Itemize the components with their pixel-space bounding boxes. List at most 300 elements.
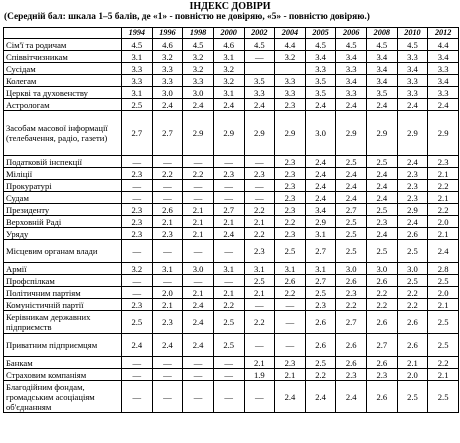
value-cell: — <box>183 240 214 263</box>
value-cell: 2.9 <box>397 111 428 156</box>
row-label: Армії <box>4 263 122 275</box>
value-cell: 4.5 <box>397 39 428 51</box>
year-header-2005: 2005 <box>305 28 336 39</box>
row-label: Прокуратурі <box>4 180 122 192</box>
value-cell: 2.6 <box>336 357 367 369</box>
value-cell: — <box>213 156 244 168</box>
value-cell: 2.4 <box>336 99 367 111</box>
value-cell: 2.2 <box>244 228 275 240</box>
value-cell: 2.5 <box>428 334 459 357</box>
value-cell: 2.4 <box>305 156 336 168</box>
value-cell: 2.4 <box>305 192 336 204</box>
value-cell: — <box>244 334 275 357</box>
value-cell: 3.3 <box>122 75 153 87</box>
value-cell: 2.6 <box>305 334 336 357</box>
value-cell: 2.9 <box>367 111 398 156</box>
value-cell: — <box>152 180 183 192</box>
value-cell: 2.1 <box>183 216 214 228</box>
value-cell: 2.3 <box>275 156 306 168</box>
value-cell: 2.5 <box>336 240 367 263</box>
value-cell: 2.9 <box>244 111 275 156</box>
value-cell: 2.3 <box>244 168 275 180</box>
value-cell: 2.4 <box>428 99 459 111</box>
value-cell: 2.5 <box>305 357 336 369</box>
value-cell: — <box>152 156 183 168</box>
value-cell: — <box>244 180 275 192</box>
value-cell: 2.5 <box>397 381 428 413</box>
row-label: Колегам <box>4 75 122 87</box>
value-cell: 3.3 <box>244 87 275 99</box>
value-cell: 3.1 <box>213 51 244 63</box>
year-header-1996: 1996 <box>152 28 183 39</box>
year-header-2002: 2002 <box>244 28 275 39</box>
value-cell: 2.4 <box>336 180 367 192</box>
value-cell: 2.1 <box>183 204 214 216</box>
value-cell: 2.4 <box>244 99 275 111</box>
value-cell: 2.7 <box>336 204 367 216</box>
value-cell: 2.4 <box>213 99 244 111</box>
value-cell: 3.0 <box>183 87 214 99</box>
value-cell: 2.1 <box>183 228 214 240</box>
value-cell: — <box>122 381 153 413</box>
header-label-cell <box>4 28 122 39</box>
value-cell: 2.9 <box>213 111 244 156</box>
value-cell: 2.3 <box>122 299 153 311</box>
table-row <box>4 87 459 99</box>
year-header-2000: 2000 <box>213 28 244 39</box>
value-cell: — <box>213 275 244 287</box>
value-cell: 2.3 <box>122 204 153 216</box>
value-cell: 2.4 <box>367 192 398 204</box>
row-label: Банкам <box>4 357 122 369</box>
value-cell: — <box>122 275 153 287</box>
value-cell: 2.2 <box>367 299 398 311</box>
value-cell: 2.2 <box>428 357 459 369</box>
value-cell: 2.7 <box>305 240 336 263</box>
row-label: Міліції <box>4 168 122 180</box>
value-cell: — <box>244 156 275 168</box>
value-cell: 2.7 <box>305 275 336 287</box>
value-cell: 2.2 <box>275 216 306 228</box>
row-label: Комуністичній партії <box>4 299 122 311</box>
value-cell: 2.2 <box>275 287 306 299</box>
table-row <box>4 240 459 263</box>
value-cell: 2.4 <box>305 381 336 413</box>
value-cell: 3.2 <box>213 63 244 75</box>
value-cell: 2.5 <box>397 240 428 263</box>
value-cell: — <box>183 369 214 381</box>
value-cell: 2.1 <box>213 216 244 228</box>
value-cell: — <box>122 240 153 263</box>
table-row <box>4 204 459 216</box>
value-cell: 2.4 <box>367 99 398 111</box>
row-label: Верховній Раді <box>4 216 122 228</box>
value-cell: 2.7 <box>213 204 244 216</box>
value-cell: 2.3 <box>275 357 306 369</box>
value-cell: — <box>122 180 153 192</box>
value-cell: — <box>213 381 244 413</box>
value-cell: 3.3 <box>336 87 367 99</box>
value-cell: 3.3 <box>152 75 183 87</box>
value-cell: 2.9 <box>183 111 214 156</box>
value-cell: — <box>275 334 306 357</box>
table-row <box>4 39 459 51</box>
row-label: Страховим компаніям <box>4 369 122 381</box>
table-body <box>4 39 459 413</box>
value-cell: 2.5 <box>367 240 398 263</box>
value-cell: 2.9 <box>305 216 336 228</box>
value-cell: 2.1 <box>244 287 275 299</box>
value-cell: 2.1 <box>275 369 306 381</box>
table-row <box>4 156 459 168</box>
value-cell: 2.6 <box>367 311 398 334</box>
value-cell: 3.0 <box>152 87 183 99</box>
year-header-1994: 1994 <box>122 28 153 39</box>
value-cell: 3.3 <box>183 75 214 87</box>
value-cell: 2.1 <box>428 299 459 311</box>
value-cell: — <box>152 192 183 204</box>
value-cell: 2.4 <box>367 228 398 240</box>
value-cell: 3.1 <box>213 263 244 275</box>
value-cell: 2.4 <box>367 168 398 180</box>
value-cell: — <box>122 192 153 204</box>
value-cell: 2.3 <box>275 192 306 204</box>
value-cell: 2.7 <box>336 311 367 334</box>
table-row <box>4 216 459 228</box>
row-label: Податковій інспекції <box>4 156 122 168</box>
value-cell: — <box>244 51 275 63</box>
value-cell: 2.8 <box>428 263 459 275</box>
value-cell: 4.5 <box>122 39 153 51</box>
value-cell: 2.4 <box>183 299 214 311</box>
value-cell: 2.4 <box>183 99 214 111</box>
table-row <box>4 180 459 192</box>
value-cell: 3.3 <box>305 63 336 75</box>
value-cell: — <box>122 357 153 369</box>
value-cell: 3.0 <box>397 263 428 275</box>
value-cell: 2.1 <box>428 228 459 240</box>
value-cell: 3.3 <box>275 75 306 87</box>
value-cell: 2.2 <box>244 311 275 334</box>
value-cell: 2.3 <box>336 287 367 299</box>
table-row <box>4 381 459 413</box>
row-label: Судам <box>4 192 122 204</box>
value-cell: 2.4 <box>336 381 367 413</box>
value-cell: 2.3 <box>152 311 183 334</box>
value-cell: 3.2 <box>275 51 306 63</box>
value-cell: 1.9 <box>244 369 275 381</box>
row-label: Політичним партіям <box>4 287 122 299</box>
value-cell: 2.3 <box>367 369 398 381</box>
value-cell: 2.6 <box>152 204 183 216</box>
value-cell: 2.1 <box>244 357 275 369</box>
value-cell: 2.1 <box>428 369 459 381</box>
value-cell: 3.3 <box>122 63 153 75</box>
value-cell: 3.3 <box>428 87 459 99</box>
value-cell: 2.5 <box>275 240 306 263</box>
value-cell: 2.1 <box>397 357 428 369</box>
value-cell: 4.6 <box>213 39 244 51</box>
value-cell: 2.4 <box>336 168 367 180</box>
value-cell: — <box>152 381 183 413</box>
value-cell: 2.3 <box>122 216 153 228</box>
value-cell: 4.4 <box>275 39 306 51</box>
value-cell: 2.5 <box>213 334 244 357</box>
value-cell: 3.4 <box>397 63 428 75</box>
value-cell <box>275 63 306 75</box>
value-cell: 2.3 <box>367 216 398 228</box>
value-cell: 2.7 <box>152 111 183 156</box>
value-cell: 2.4 <box>397 216 428 228</box>
value-cell: 2.3 <box>122 168 153 180</box>
value-cell: 2.3 <box>305 299 336 311</box>
value-cell: 2.3 <box>428 156 459 168</box>
value-cell: 2.2 <box>305 369 336 381</box>
value-cell: 3.1 <box>213 87 244 99</box>
value-cell: 2.6 <box>336 275 367 287</box>
table-title: ІНДЕКС ДОВІРИ <box>189 1 271 12</box>
value-cell: 3.4 <box>428 51 459 63</box>
value-cell: 3.4 <box>305 51 336 63</box>
value-cell: 3.4 <box>305 204 336 216</box>
value-cell: 2.6 <box>367 357 398 369</box>
value-cell: 3.1 <box>152 263 183 275</box>
value-cell: 2.5 <box>367 156 398 168</box>
value-cell: 2.2 <box>397 299 428 311</box>
table-row <box>4 263 459 275</box>
value-cell: — <box>122 369 153 381</box>
value-cell: 3.4 <box>336 51 367 63</box>
value-cell: 3.4 <box>428 75 459 87</box>
value-cell: 2.4 <box>367 180 398 192</box>
value-cell: 2.6 <box>305 311 336 334</box>
value-cell: 2.4 <box>305 99 336 111</box>
value-cell: 2.7 <box>367 334 398 357</box>
value-cell: 2.6 <box>397 311 428 334</box>
value-cell: 3.2 <box>152 51 183 63</box>
value-cell: 3.1 <box>305 228 336 240</box>
value-cell: 3.3 <box>336 63 367 75</box>
value-cell: 2.2 <box>152 168 183 180</box>
value-cell: — <box>183 192 214 204</box>
value-cell: 2.6 <box>367 275 398 287</box>
value-cell: 2.2 <box>428 180 459 192</box>
table-row <box>4 369 459 381</box>
value-cell: — <box>213 240 244 263</box>
table-row <box>4 63 459 75</box>
row-label: Сусідам <box>4 63 122 75</box>
value-cell: 3.1 <box>244 263 275 275</box>
value-cell: 2.5 <box>122 311 153 334</box>
value-cell: 2.5 <box>305 287 336 299</box>
value-cell: 2.3 <box>275 168 306 180</box>
value-cell: — <box>183 156 214 168</box>
year-header-2012: 2012 <box>428 28 459 39</box>
row-label: Сім'ї та родичам <box>4 39 122 51</box>
value-cell: 2.6 <box>367 381 398 413</box>
value-cell: 2.6 <box>275 275 306 287</box>
value-cell: 2.4 <box>122 334 153 357</box>
value-cell: 2.0 <box>397 369 428 381</box>
value-cell: 2.0 <box>428 287 459 299</box>
value-cell: — <box>183 357 214 369</box>
row-label: Приватним підприємцям <box>4 334 122 357</box>
value-cell: — <box>152 275 183 287</box>
row-label: Церкві та духовенству <box>4 87 122 99</box>
value-cell: 4.5 <box>305 39 336 51</box>
value-cell: 3.3 <box>397 87 428 99</box>
value-cell: — <box>244 192 275 204</box>
value-cell: 2.6 <box>397 228 428 240</box>
value-cell: 2.3 <box>397 168 428 180</box>
value-cell: 2.4 <box>152 334 183 357</box>
value-cell: 2.4 <box>152 99 183 111</box>
value-cell: 2.9 <box>428 111 459 156</box>
row-label: Засобам масової інформації (телебачення, радіо, газети) <box>4 111 122 156</box>
value-cell: 2.4 <box>183 334 214 357</box>
value-cell: 2.5 <box>336 156 367 168</box>
value-cell: — <box>152 357 183 369</box>
table-row <box>4 275 459 287</box>
year-header-2006: 2006 <box>336 28 367 39</box>
value-cell: — <box>275 299 306 311</box>
value-cell <box>244 63 275 75</box>
year-header-2004: 2004 <box>275 28 306 39</box>
value-cell: 2.2 <box>367 287 398 299</box>
value-cell: 2.1 <box>152 216 183 228</box>
value-cell: 2.5 <box>122 99 153 111</box>
value-cell: 4.5 <box>367 39 398 51</box>
value-cell: 3.0 <box>336 263 367 275</box>
value-cell: 2.3 <box>122 228 153 240</box>
row-label: Співвітчизникам <box>4 51 122 63</box>
row-label: Профспілкам <box>4 275 122 287</box>
value-cell: 2.1 <box>183 287 214 299</box>
value-cell: 3.2 <box>122 263 153 275</box>
value-cell: — <box>213 192 244 204</box>
value-cell: 2.1 <box>244 216 275 228</box>
value-cell: 2.4 <box>397 99 428 111</box>
year-header-2008: 2008 <box>367 28 398 39</box>
value-cell: 2.4 <box>428 240 459 263</box>
table-row <box>4 168 459 180</box>
value-cell: 2.4 <box>336 192 367 204</box>
table-row <box>4 357 459 369</box>
value-cell: 2.3 <box>275 204 306 216</box>
value-cell: 3.5 <box>305 87 336 99</box>
value-cell: 3.5 <box>305 75 336 87</box>
year-header-1998: 1998 <box>183 28 214 39</box>
value-cell: 2.4 <box>213 228 244 240</box>
row-label: Уряду <box>4 228 122 240</box>
value-cell: 2.2 <box>336 299 367 311</box>
value-cell: 4.4 <box>428 39 459 51</box>
value-cell: 2.2 <box>183 168 214 180</box>
value-cell: — <box>152 240 183 263</box>
value-cell: 2.5 <box>336 216 367 228</box>
value-cell: — <box>183 381 214 413</box>
table-row <box>4 311 459 334</box>
value-cell: 3.5 <box>244 75 275 87</box>
value-cell: 3.3 <box>397 51 428 63</box>
value-cell: 3.2 <box>213 75 244 87</box>
value-cell: 2.1 <box>152 299 183 311</box>
table-subtitle: (Середній бал: шкала 1–5 балів, де «1» - повністю не довіряю, «5» - повністю довіряю.) <box>4 12 370 22</box>
value-cell: 2.3 <box>275 99 306 111</box>
value-cell: 2.0 <box>428 216 459 228</box>
value-cell: 2.4 <box>275 381 306 413</box>
value-cell: 2.2 <box>397 287 428 299</box>
table-row <box>4 299 459 311</box>
value-cell: 2.3 <box>213 168 244 180</box>
value-cell: 4.5 <box>183 39 214 51</box>
table-row <box>4 51 459 63</box>
year-header-2010: 2010 <box>397 28 428 39</box>
value-cell: 2.5 <box>428 311 459 334</box>
value-cell: 2.3 <box>152 228 183 240</box>
value-cell: 2.3 <box>275 228 306 240</box>
value-cell: 2.0 <box>152 287 183 299</box>
table-row <box>4 75 459 87</box>
value-cell: 3.1 <box>275 263 306 275</box>
value-cell: 2.5 <box>397 275 428 287</box>
value-cell: 2.2 <box>213 299 244 311</box>
value-cell: — <box>122 156 153 168</box>
value-cell: 2.9 <box>275 111 306 156</box>
value-cell: 2.4 <box>397 156 428 168</box>
table-row <box>4 111 459 156</box>
trust-index-table <box>3 27 459 413</box>
value-cell: — <box>244 381 275 413</box>
value-cell: 2.4 <box>305 168 336 180</box>
value-cell: 2.6 <box>336 334 367 357</box>
value-cell: 2.5 <box>336 228 367 240</box>
value-cell: — <box>213 357 244 369</box>
value-cell: — <box>275 311 306 334</box>
value-cell: 3.4 <box>367 75 398 87</box>
row-label: Керівникам державних підприємств <box>4 311 122 334</box>
value-cell: 2.5 <box>428 275 459 287</box>
value-cell: 2.9 <box>336 111 367 156</box>
value-cell: 2.3 <box>275 180 306 192</box>
value-cell: 2.3 <box>336 369 367 381</box>
table-row <box>4 228 459 240</box>
value-cell: 3.3 <box>152 63 183 75</box>
value-cell: 2.1 <box>213 287 244 299</box>
value-cell: — <box>183 180 214 192</box>
row-label: Місцевим органам влади <box>4 240 122 263</box>
value-cell: 2.5 <box>367 204 398 216</box>
table-row <box>4 334 459 357</box>
value-cell: — <box>244 299 275 311</box>
value-cell: 2.1 <box>428 168 459 180</box>
row-label: Президенту <box>4 204 122 216</box>
value-cell: — <box>213 369 244 381</box>
value-cell: 3.1 <box>122 51 153 63</box>
value-cell: 3.3 <box>275 87 306 99</box>
value-cell: — <box>213 180 244 192</box>
value-cell: 4.5 <box>336 39 367 51</box>
value-cell: 3.5 <box>367 87 398 99</box>
value-cell: 2.6 <box>397 334 428 357</box>
value-cell: 3.2 <box>183 51 214 63</box>
value-cell: — <box>152 369 183 381</box>
table-row <box>4 192 459 204</box>
value-cell: 2.5 <box>213 311 244 334</box>
value-cell: 3.0 <box>305 111 336 156</box>
value-cell: 4.6 <box>152 39 183 51</box>
value-cell: 3.4 <box>367 51 398 63</box>
